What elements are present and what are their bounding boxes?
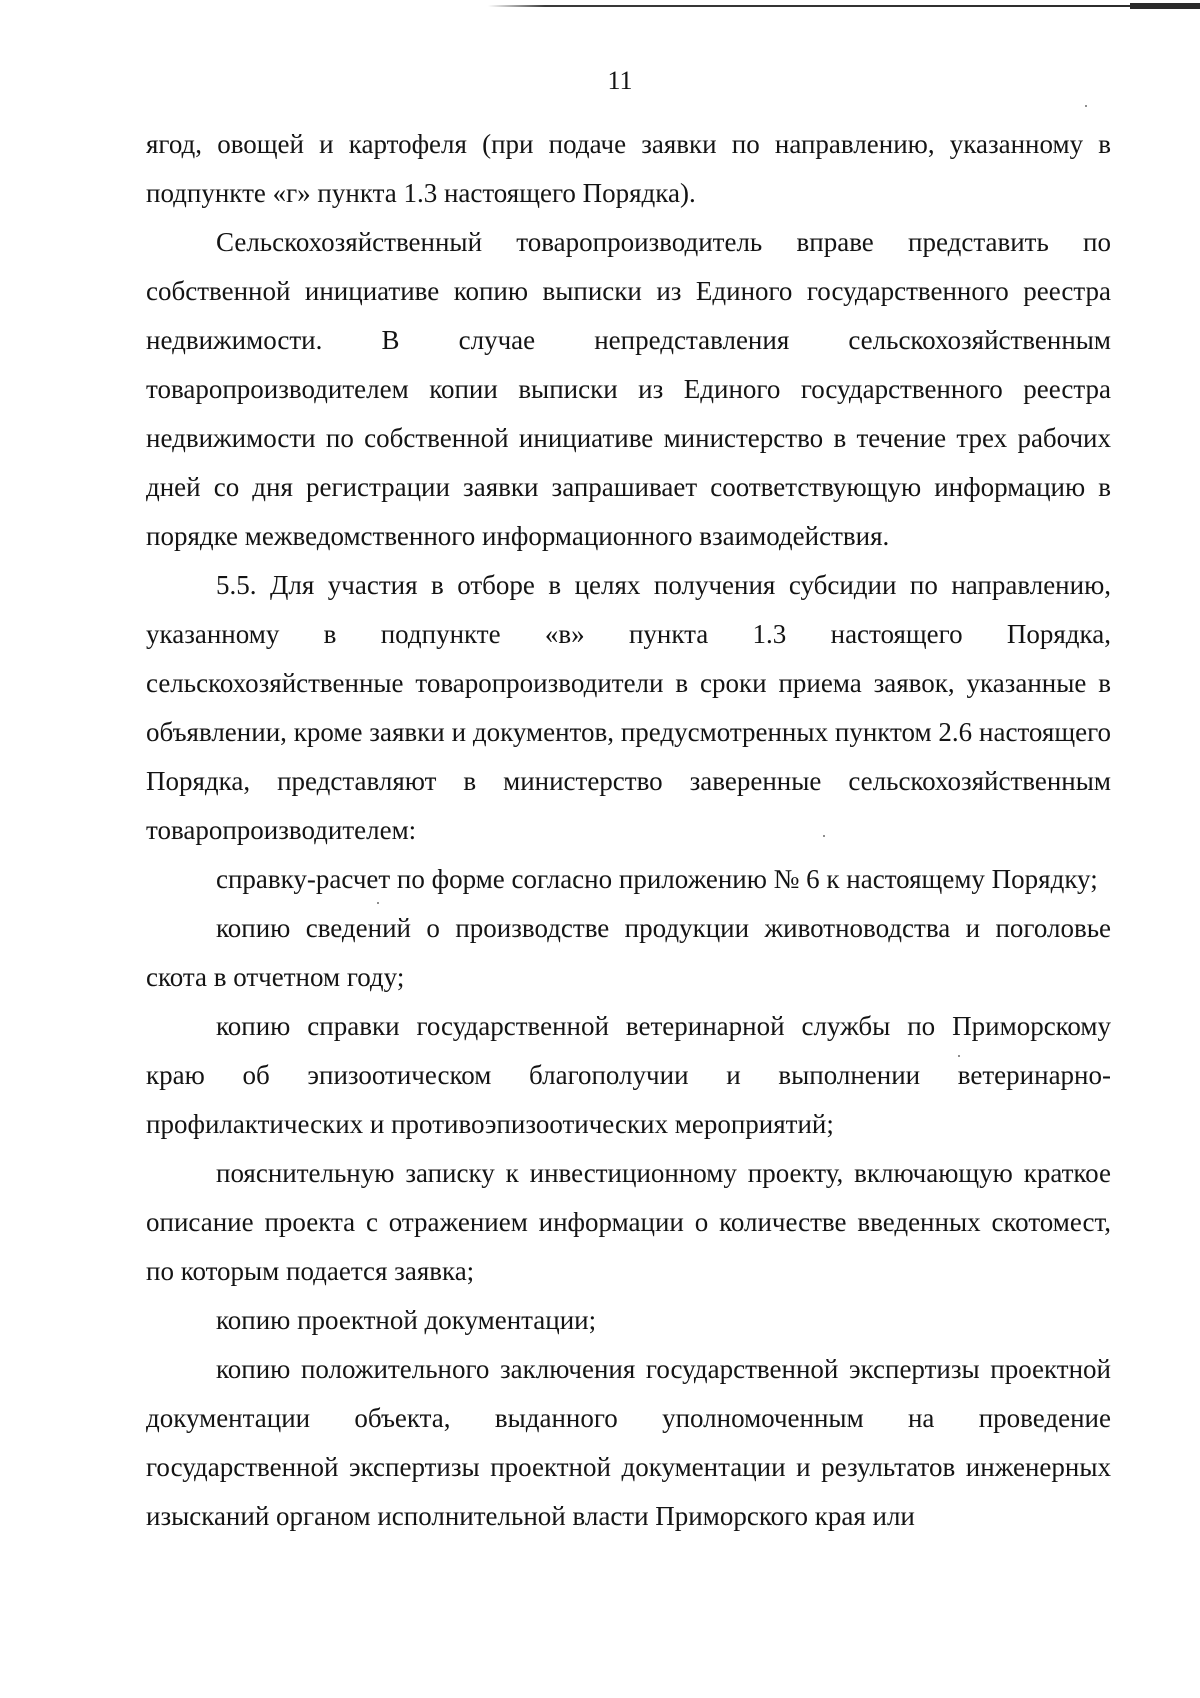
page-number: 11	[607, 66, 633, 95]
list-item-calculation: справку-расчет по форме согласно приложению № 6 к настоящему Порядку;	[216, 864, 1098, 894]
scan-speck	[377, 902, 379, 904]
scan-speck	[958, 1055, 960, 1057]
list-item-livestock-info: копию сведений о производстве продукции животноводства и поголовье скота в отчетном году;	[146, 913, 1111, 992]
paragraph-egrn-request: Сельскохозяйственный товаропроизводитель вправе представить по собственной инициативе копию выписки из Единого государственного реестра недвижимости. В случае непредставления сельскохозяйственным товаропроизводителем копии выписки из Единого государственного реестра недвижимости по собственной инициативе министерство в течение трех рабочих дней со дня регистрации заявки запрашивает соответствующую информацию в порядке межведомственного информационного взаимодействия.	[146, 227, 1111, 551]
document-body	[146, 120, 1111, 1541]
paragraph-section-5-5: 5.5. Для участия в отборе в целях получения субсидии по направлению, указанному в подпункте «в» пункта 1.3 настоящего Порядка, сельскохозяйственные товаропроизводители в сроки приема заявок, указанные в объявлении, кроме заявки и документов, предусмотренных пунктом 2.6 настоящего Порядка, представляют в министерство заверенные сельскохозяйственным товаропроизводителем:	[146, 570, 1111, 845]
list-item-project-docs: копию проектной документации;	[216, 1305, 597, 1335]
paragraph-continuation: ягод, овощей и картофеля (при подаче заявки по направлению, указанному в подпункте «г» пункта 1.3 настоящего Порядка).	[146, 129, 1111, 208]
scan-edge-mark	[1130, 3, 1200, 9]
scan-speck	[823, 835, 825, 837]
list-item-explanatory-note: пояснительную записку к инвестиционному проекту, включающую краткое описание проекта с отражением информации о количестве введенных скотомест, по которым подается заявка;	[146, 1158, 1111, 1286]
list-item-expertise-conclusion: копию положительного заключения государственной экспертизы проектной документации объекта, выданного уполномоченным на проведение государственной экспертизы проектной документации и результатов инженерных изысканий органом исполнительной власти Приморского края или	[146, 1354, 1111, 1531]
list-item-veterinary-certificate: копию справки государственной ветеринарной службы по Приморскому краю об эпизоотическом благополучии и выполнении ветеринарно-профилактических и противоэпизоотических мероприятий;	[146, 1011, 1111, 1139]
scan-speck	[1085, 105, 1087, 107]
scan-edge-line	[488, 5, 1200, 7]
